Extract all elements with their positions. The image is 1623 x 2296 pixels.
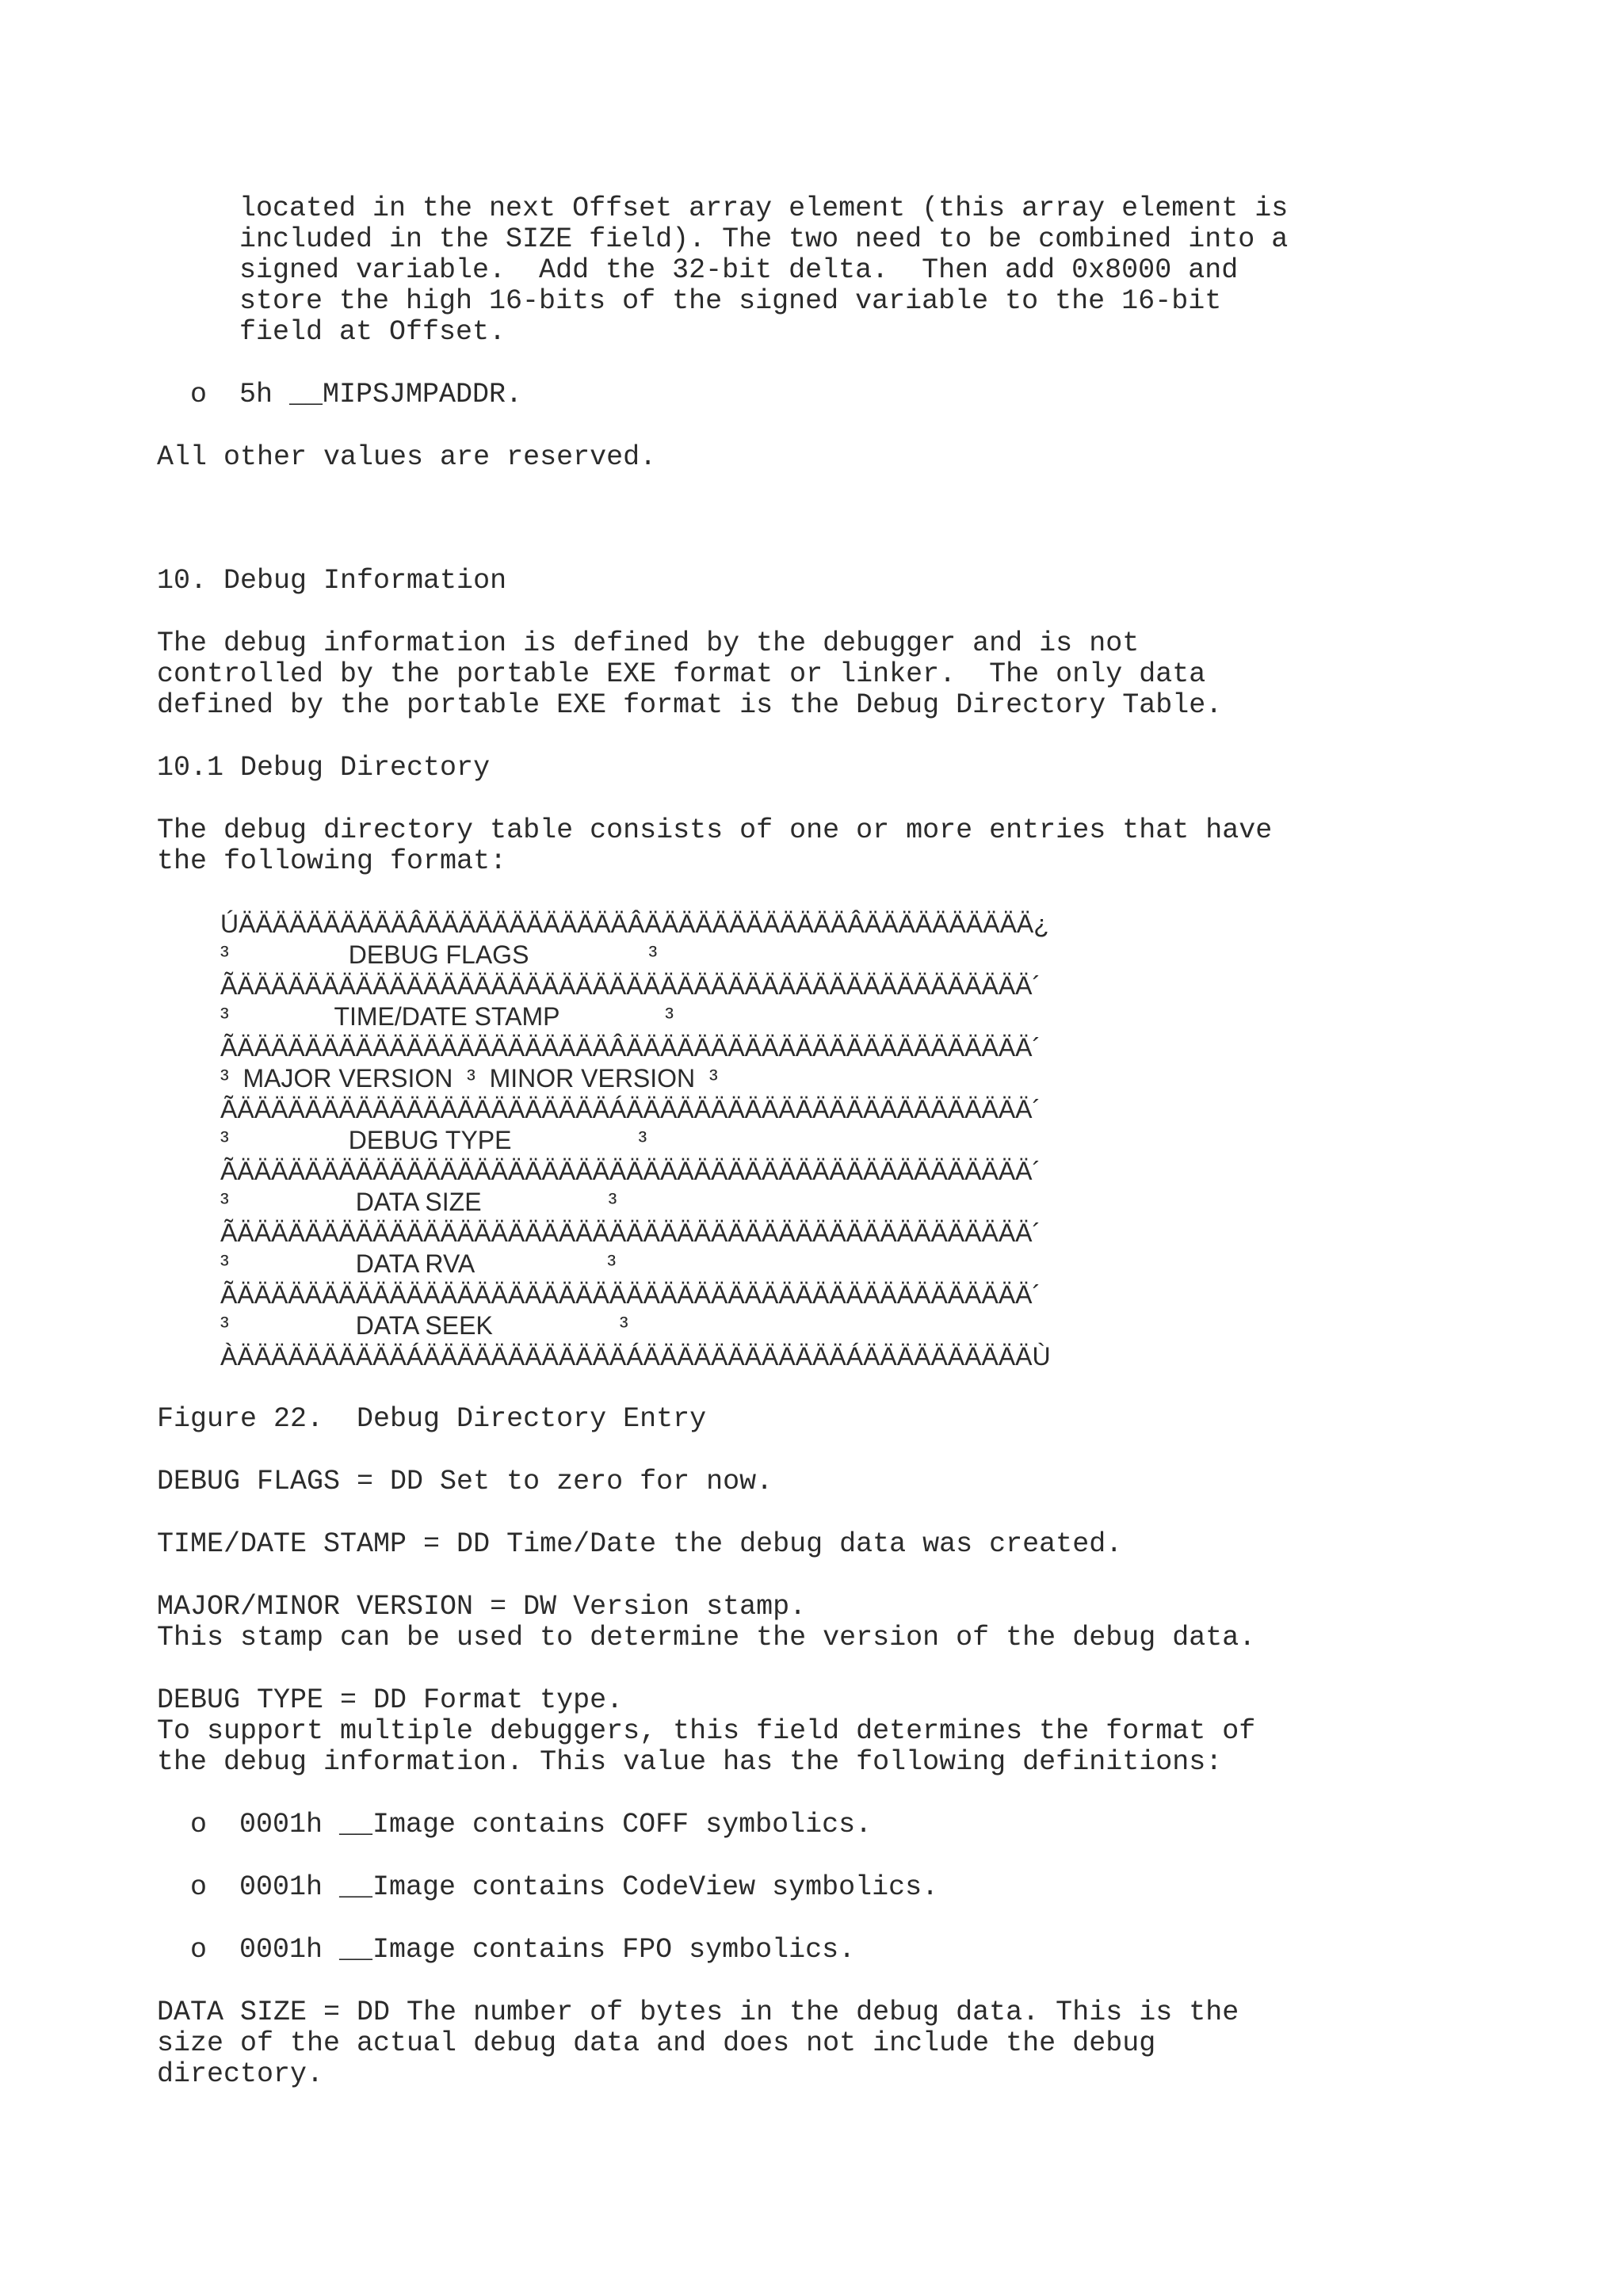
- debug-type-desc-line: To support multiple debuggers, this field determines the format of: [157, 1715, 1256, 1747]
- figure-line: ³ DEBUG FLAGS ³: [220, 940, 658, 969]
- continuation-line: store the high 16-bits of the signed variable to the 16-bit: [239, 285, 1222, 317]
- intro-line: controlled by the portable EXE format or linker. The only data: [157, 658, 1206, 690]
- figure-line: ÃÄÄÄÄÄÄÄÄÄÄÄÄÄÄÄÄÄÄÄÄÄÄÄÄÄÄÄÄÄÄÄÄÄÄÄÄÄÄÄÄÄÄÄÄÄÄÄ´: [220, 1280, 1041, 1309]
- figure-line: ³ DATA SIZE ³: [220, 1188, 617, 1216]
- data-size-desc-line: size of the actual debug data and does not include the debug: [157, 2027, 1156, 2059]
- debug-type-desc-line: the debug information. This value has the following definitions:: [157, 1746, 1223, 1778]
- figure-line: ³ TIME/DATE STAMP ³: [220, 1002, 674, 1031]
- data-size-desc-line: directory.: [157, 2058, 324, 2090]
- figure-line: ³ DATA RVA ³: [220, 1249, 617, 1278]
- version-desc-line: MAJOR/MINOR VERSION = DW Version stamp.: [157, 1591, 807, 1623]
- subsection-heading: 10.1 Debug Directory: [157, 752, 491, 784]
- debug-type-value: 0001h __Image contains COFF symbolics.: [239, 1809, 873, 1840]
- reserved-note: All other values are reserved.: [157, 441, 657, 473]
- bullet-marker: o: [190, 1934, 208, 1966]
- intro-line: defined by the portable EXE format is the Debug Directory Table.: [157, 689, 1223, 721]
- continuation-line: signed variable. Add the 32-bit delta. Then add 0x8000 and: [239, 254, 1239, 286]
- figure-caption: Figure 22. Debug Directory Entry: [157, 1403, 707, 1435]
- version-desc-line: This stamp can be used to determine the version of the debug data.: [157, 1622, 1256, 1653]
- time-date-desc: TIME/DATE STAMP = DD Time/Date the debug data was created.: [157, 1528, 1123, 1560]
- continuation-line: located in the next Offset array element (this array element is: [239, 193, 1289, 224]
- data-size-desc-line: DATA SIZE = DD The number of bytes in the debug data. This is the: [157, 1997, 1239, 2028]
- figure-line: ÃÄÄÄÄÄÄÄÄÄÄÄÄÄÄÄÄÄÄÄÄÄÄÁÄÄÄÄÄÄÄÄÄÄÄÄÄÄÄÄÄÄÄÄÄÄÄÄ´: [220, 1095, 1041, 1123]
- table-intro-line: The debug directory table consists of one or more entries that have: [157, 814, 1273, 846]
- debug-type-value: 0001h __Image contains FPO symbolics.: [239, 1934, 856, 1966]
- continuation-line: field at Offset.: [239, 316, 506, 348]
- figure-line: ÃÄÄÄÄÄÄÄÄÄÄÄÄÄÄÄÄÄÄÄÄÄÄÄÄÄÄÄÄÄÄÄÄÄÄÄÄÄÄÄÄÄÄÄÄÄÄÄ´: [220, 971, 1041, 1000]
- section-heading: 10. Debug Information: [157, 565, 507, 597]
- figure-line: ÀÄÄÄÄÄÄÄÄÄÄÁÄÄÄÄÄÄÄÄÄÄÄÄÁÄÄÄÄÄÄÄÄÄÄÄÄÁÄÄÄÄÄÄÄÄÄÄÙ: [220, 1342, 1051, 1371]
- bullet-text: 5h __MIPSJMPADDR.: [239, 379, 523, 410]
- intro-line: The debug information is defined by the debugger and is not: [157, 627, 1140, 659]
- figure-line: ³ MAJOR VERSION ³ MINOR VERSION ³: [220, 1064, 718, 1093]
- bullet-marker: o: [190, 379, 208, 410]
- debug-type-value: 0001h __Image contains CodeView symbolics.: [239, 1871, 939, 1903]
- figure-line: ÃÄÄÄÄÄÄÄÄÄÄÄÄÄÄÄÄÄÄÄÄÄÄÄÄÄÄÄÄÄÄÄÄÄÄÄÄÄÄÄÄÄÄÄÄÄÄÄ´: [220, 1219, 1041, 1247]
- figure-line: ³ DEBUG TYPE ³: [220, 1126, 647, 1154]
- table-intro-line: the following format:: [157, 845, 507, 877]
- figure-line: ³ DATA SEEK ³: [220, 1311, 628, 1340]
- figure-line: ÃÄÄÄÄÄÄÄÄÄÄÄÄÄÄÄÄÄÄÄÄÄÄÄÄÄÄÄÄÄÄÄÄÄÄÄÄÄÄÄÄÄÄÄÄÄÄÄ´: [220, 1157, 1041, 1185]
- figure-line: ÚÄÄÄÄÄÄÄÄÄÄÂÄÄÄÄÄÄÄÄÄÄÄÄÂÄÄÄÄÄÄÄÄÄÄÄÄÂÄÄÄÄÄÄÄÄÄÄ¿: [220, 910, 1049, 938]
- bullet-marker: o: [190, 1871, 208, 1903]
- debug-flags-desc: DEBUG FLAGS = DD Set to zero for now.: [157, 1466, 773, 1497]
- figure-line: ÃÄÄÄÄÄÄÄÄÄÄÄÄÄÄÄÄÄÄÄÄÄÄÂÄÄÄÄÄÄÄÄÄÄÄÄÄÄÄÄÄÄÄÄÄÄÄÄ´: [220, 1033, 1041, 1062]
- continuation-line: included in the SIZE field). The two need to be combined into a: [239, 223, 1289, 255]
- debug-type-desc-line: DEBUG TYPE = DD Format type.: [157, 1684, 624, 1716]
- bullet-marker: o: [190, 1809, 208, 1840]
